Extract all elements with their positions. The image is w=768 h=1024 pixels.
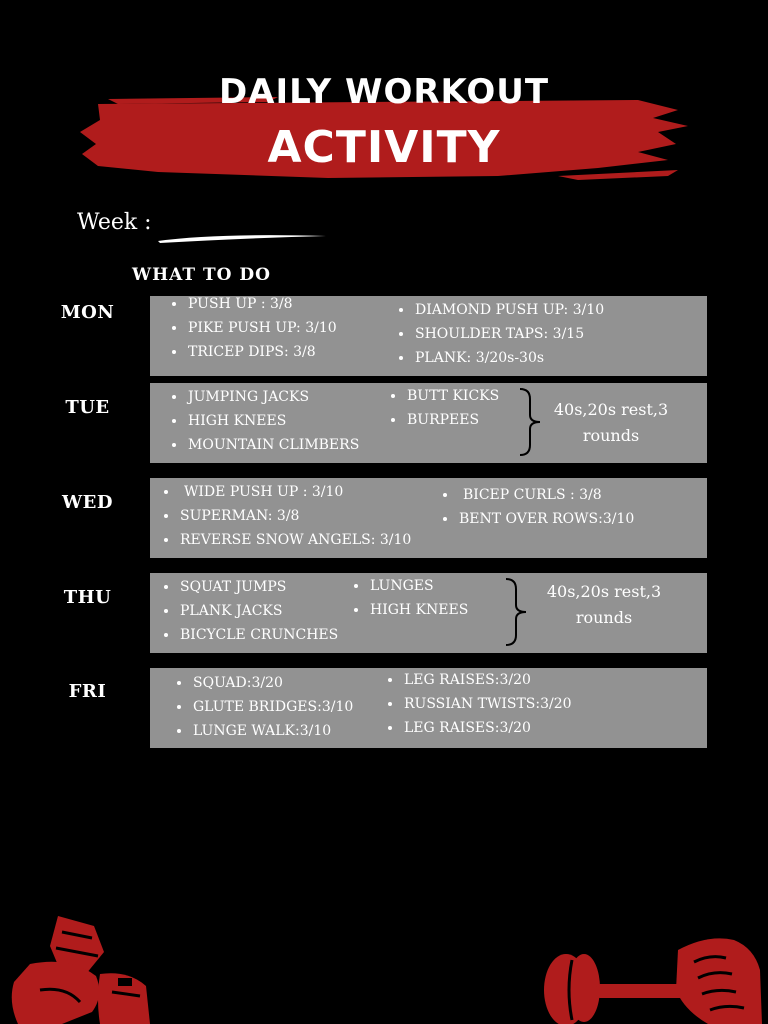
list-item: BICYCLE CRUNCHES <box>164 623 338 647</box>
list-item: HIGH KNEES <box>172 409 359 433</box>
exercise-list-thu-2 <box>354 574 468 622</box>
exercise-list-fri-2 <box>388 668 572 740</box>
list-item: PLANK JACKS <box>164 599 338 623</box>
list-item: SUPERMAN: 3/8 <box>164 504 411 528</box>
interval-note-thu: 40s,20s rest,3 rounds <box>546 582 662 627</box>
boxing-gloves-icon <box>0 912 160 1024</box>
list-item: JUMPING JACKS <box>172 385 359 409</box>
list-item: MOUNTAIN CLIMBERS <box>172 433 359 457</box>
day-box-fri <box>150 668 707 748</box>
week-underline <box>156 231 328 245</box>
list-item: LEG RAISES:3/20 <box>388 668 572 692</box>
exercise-list-fri-1 <box>177 671 353 743</box>
day-label-mon: MON <box>60 302 115 323</box>
day-box-thu <box>150 573 707 653</box>
list-item: HIGH KNEES <box>354 598 468 622</box>
list-item: SQUAD:3/20 <box>177 671 353 695</box>
list-item: LUNGE WALK:3/10 <box>177 719 353 743</box>
list-item: BUTT KICKS <box>391 384 499 408</box>
day-label-wed: WED <box>61 492 114 513</box>
exercise-list-wed-2 <box>443 483 634 531</box>
list-item: LUNGES <box>354 574 468 598</box>
day-box-wed <box>150 478 707 558</box>
exercise-list-mon-1 <box>172 292 337 364</box>
day-box-mon <box>150 296 707 376</box>
exercise-list-tue-1 <box>172 385 359 457</box>
list-item: WIDE PUSH UP : 3/10 <box>164 480 411 504</box>
section-title: WHAT TO DO <box>132 265 271 285</box>
list-item: DIAMOND PUSH UP: 3/10 <box>399 298 604 322</box>
interval-note-tue: 40s,20s rest,3 rounds <box>553 400 669 445</box>
list-item: TRICEP DIPS: 3/8 <box>172 340 337 364</box>
list-item: REVERSE SNOW ANGELS: 3/10 <box>164 528 411 552</box>
list-item: GLUTE BRIDGES:3/10 <box>177 695 353 719</box>
list-item: PUSH UP : 3/8 <box>172 292 337 316</box>
title-activity: ACTIVITY <box>267 122 501 173</box>
exercise-list-mon-2 <box>399 298 604 370</box>
list-item: BICEP CURLS : 3/8 <box>443 483 634 507</box>
day-label-fri: FRI <box>68 681 107 702</box>
list-item: BURPEES <box>391 408 499 432</box>
day-label-thu: THU <box>63 587 112 608</box>
list-item: BENT OVER ROWS:3/10 <box>443 507 634 531</box>
day-label-tue: TUE <box>65 397 110 418</box>
list-item: LEG RAISES:3/20 <box>388 716 572 740</box>
list-item: PLANK: 3/20s-30s <box>399 346 604 370</box>
dumbbell-fist-icon <box>538 930 768 1024</box>
exercise-list-thu-1 <box>164 575 338 647</box>
list-item: SHOULDER TAPS: 3/15 <box>399 322 604 346</box>
list-item: RUSSIAN TWISTS:3/20 <box>388 692 572 716</box>
right-brace-icon <box>516 387 546 457</box>
list-item: SQUAT JUMPS <box>164 575 338 599</box>
week-label: Week : <box>77 210 152 235</box>
right-brace-icon <box>502 577 532 647</box>
exercise-list-tue-2 <box>391 384 499 432</box>
title-daily-workout: DAILY WORKOUT <box>218 72 550 112</box>
exercise-list-wed-1 <box>164 480 411 552</box>
list-item: PIKE PUSH UP: 3/10 <box>172 316 337 340</box>
day-box-tue <box>150 383 707 463</box>
